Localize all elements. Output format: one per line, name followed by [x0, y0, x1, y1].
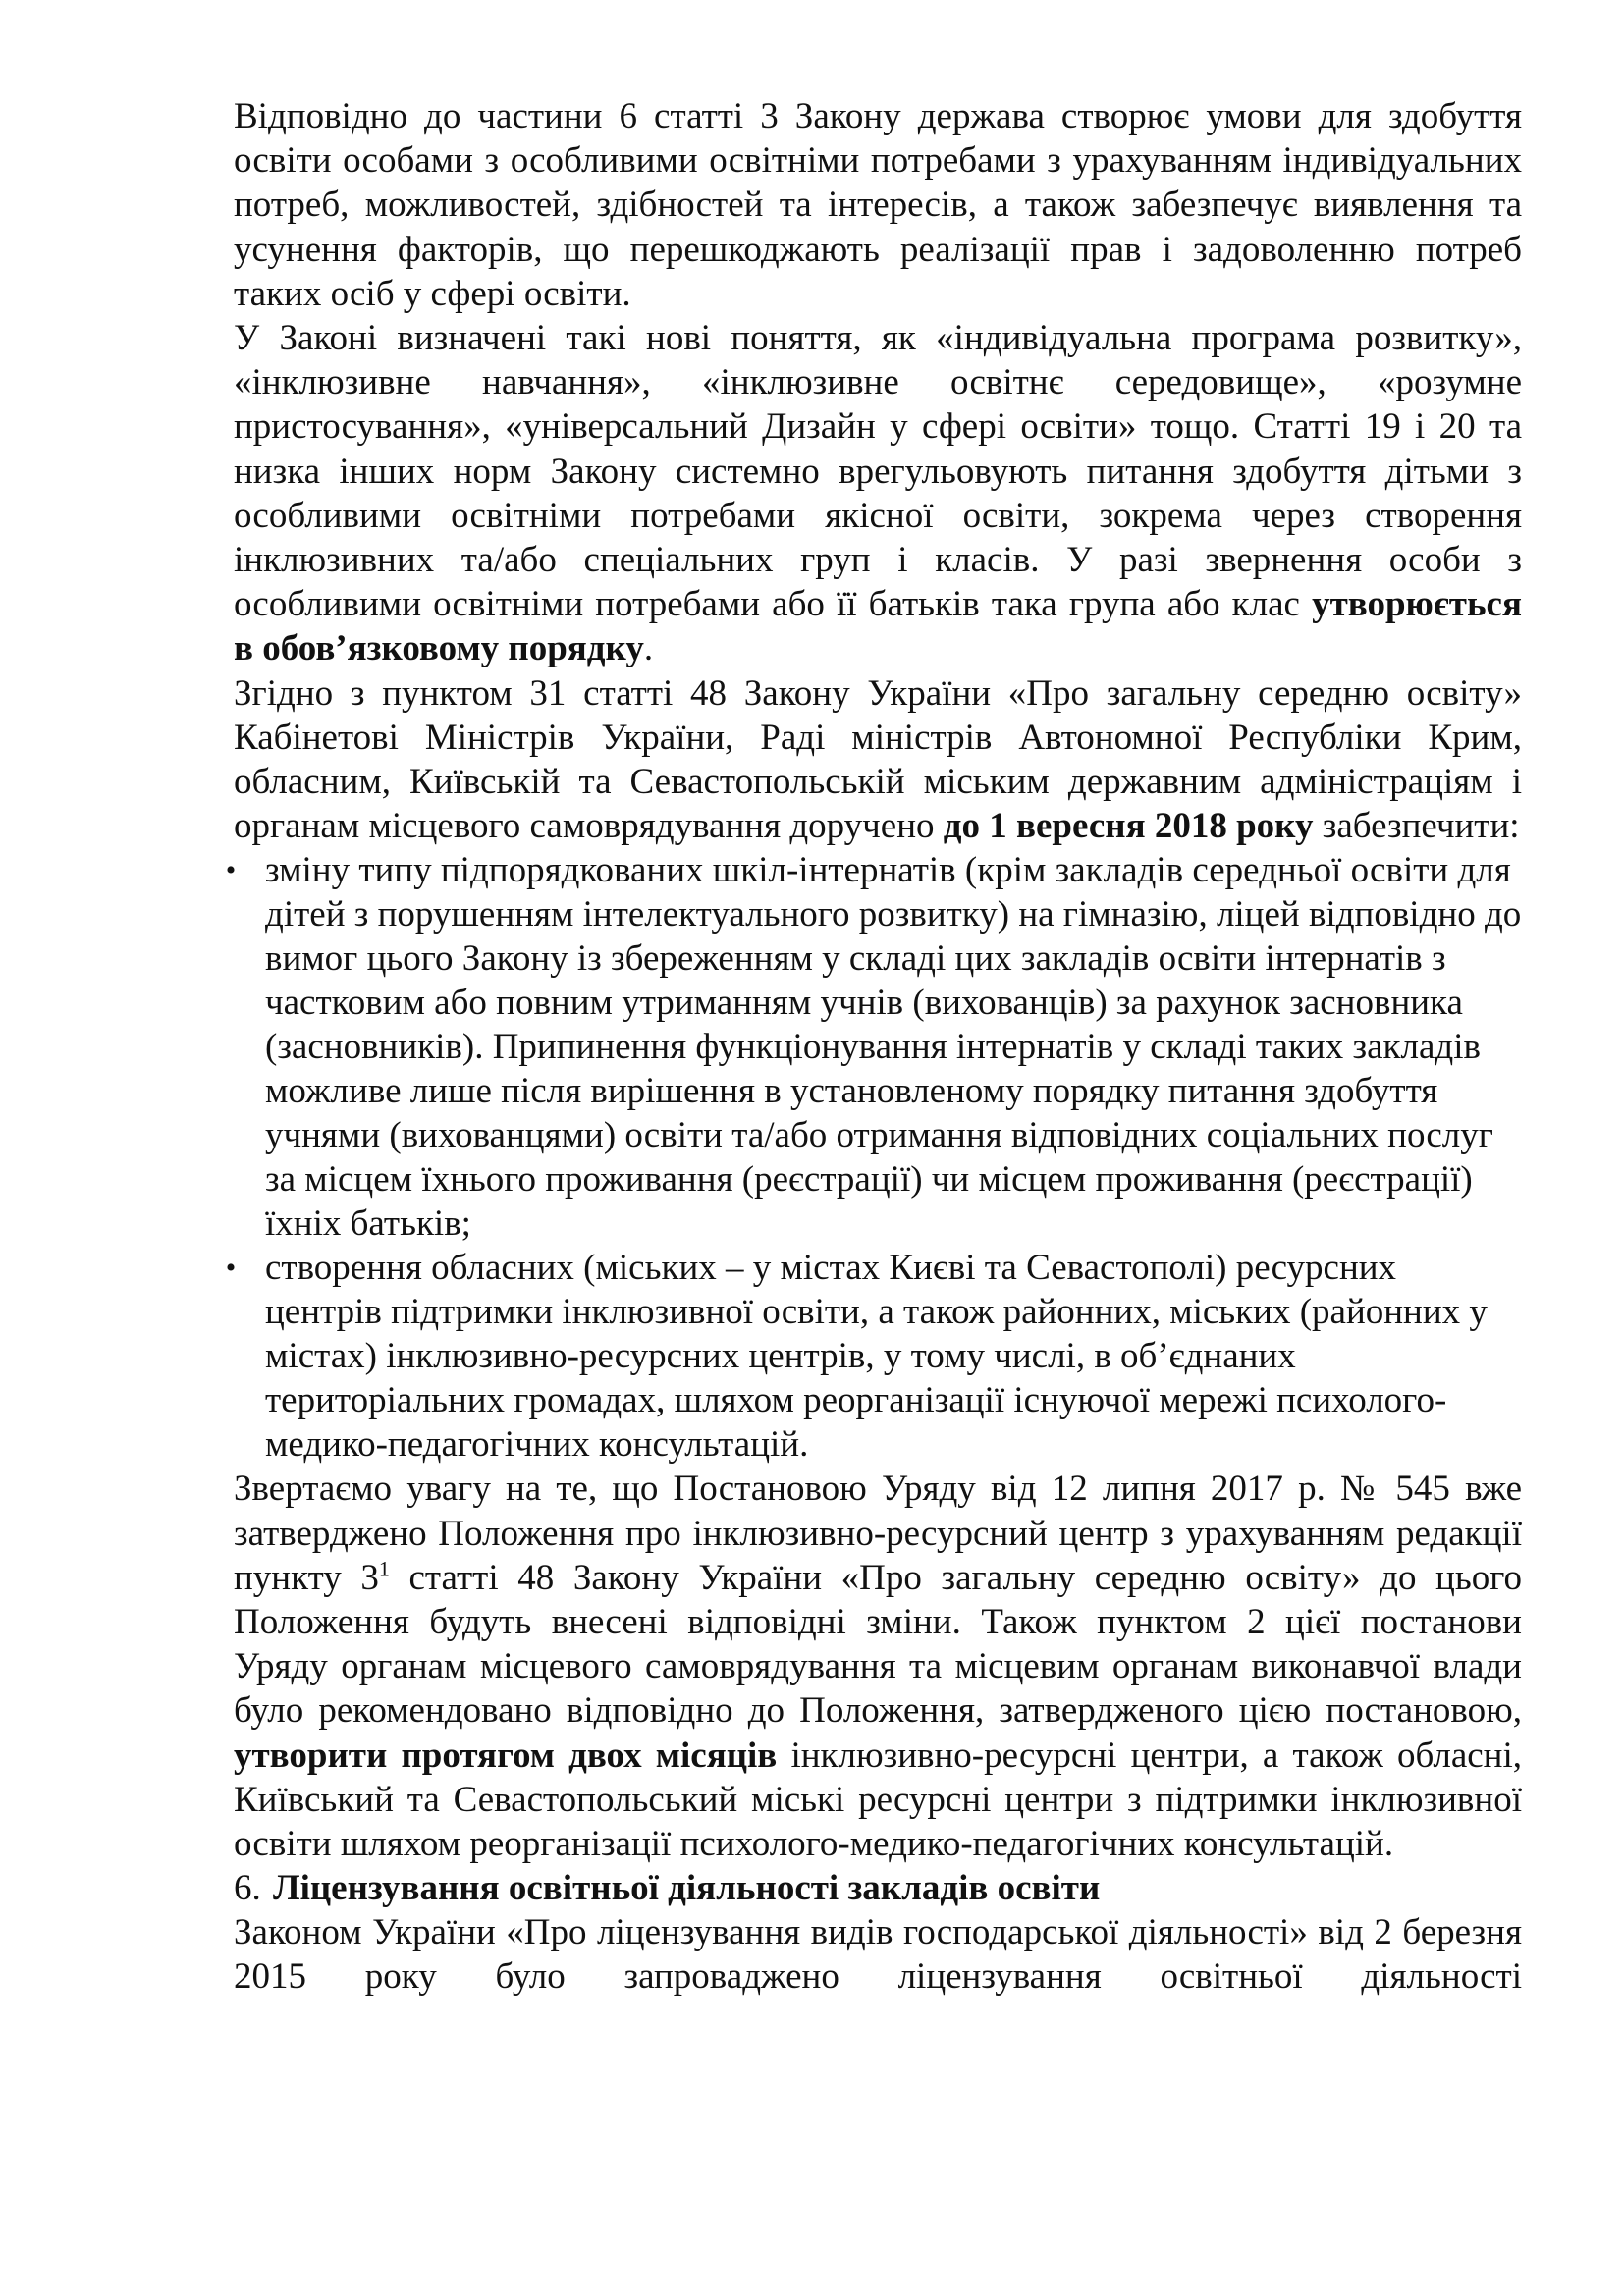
section-heading	[234, 1866, 1522, 1910]
paragraph-article-48-text: Згідно з пунктом 31 статті 48 Закону України «Про загальну середню освіту» Кабінетові Міністрів України, Раді міністрів Автономної Республіки Крим, обласним, Київській та Севастопольській міським державним адміністраціям і органам місцевого самоврядування доручено	[234, 672, 1522, 847]
emphasis-two-months: утворити протягом двох місяців	[234, 1735, 778, 1776]
paragraph-article-48-end: забезпечити:	[1313, 806, 1520, 847]
emphasis-mandatory-order: утворюється в обов’язковому порядку	[234, 584, 1522, 669]
list-item	[225, 848, 1522, 1246]
paragraph-article-48	[234, 671, 1522, 849]
paragraph-resolution-text-a: Звертаємо увагу на те, що Постановою Уряду від 12 липня 2017 р. № 545 вже затверджено Положення про інклюзивно-ресурсний центр з урахуванням редакції пункту 3	[234, 1468, 1522, 1598]
superscript-marker: 1	[378, 1556, 390, 1581]
paragraph-new-concepts-end: .	[643, 628, 654, 669]
paragraph-new-concepts-text: У Законі визначені такі нові поняття, як «індивідуальна програма розвитку», «інклюзивне навчання», «інклюзивне освітнє середовище», «розумне пристосування», «універсальний Дизайн у сфері освіти» тощо. Статті 19 і 20 та низка інших норм Закону системно врегульовують питання здобуття дітьми з особливими освітніми потребами якісної освіти, зокрема через створення інклюзивних та/або спеціальних груп і класів. У разі звернення особи з особливими освітніми потребами або її батьків така група або клас	[234, 318, 1522, 625]
paragraph-state-conditions: Відповідно до частини 6 статті 3 Закону держава створює умови для здобуття освіти особами з особливими освітніми потребами з урахуванням індивідуальних потреб, можливостей, здібностей та інтересів, а також забезпечує виявлення та усунення факторів, що перешкоджають реалізації прав і задоволенню потреб таких осіб у сфері освіти.	[234, 96, 1522, 314]
bullet-glyph: •	[225, 854, 237, 887]
paragraph-licensing: Законом України «Про ліцензування видів господарської діяльності» від 2 березня 2015 року було запроваджено ліцензування освітньої діяльності	[234, 1912, 1522, 1998]
document-page	[225, 94, 1522, 2000]
section-title: Ліцензування освітньої діяльності закладів освіти	[273, 1868, 1101, 1909]
list-item	[225, 1246, 1522, 1467]
bullet-glyph: •	[225, 1252, 237, 1285]
paragraph-new-concepts	[234, 316, 1522, 671]
section-number: 6.	[234, 1868, 261, 1909]
emphasis-deadline: до 1 вересня 2018 року	[943, 806, 1314, 847]
paragraph-resolution-text-c: інклюзивно-ресурсні центри, а також обласні, Київський та Севастопольський міські ресурсні центри з підтримки інклюзивної освіти шляхом реорганізації психолого-медико-педагогічних консультацій.	[234, 1735, 1522, 1865]
paragraph-resolution-545	[234, 1467, 1522, 1866]
list-item-text: зміну типу підпорядкованих шкіл-інтернатів (крім закладів середньої освіти для дітей з порушенням інтелектуального розвитку) на гімназію, ліцей відповідно до вимог цього Закону із збереженням у складі цих закладів освіти інтернатів з частковим або повним утриманням учнів (вихованців) за рахунок засновника (засновників). Припинення функціонування інтернатів у складі таких закладів можливе лише після вирішення в установленому порядку питання здобуття учнями (вихованцями) освіти та/або отримання відповідних соціальних послуг за місцем їхнього проживання (реєстрації) чи місцем проживання (реєстрації) їхніх батьків;	[265, 850, 1522, 1245]
bullet-list	[225, 848, 1522, 1467]
list-item-text: створення обласних (міських – у містах Києві та Севастополі) ресурсних центрів підтримки інклюзивної освіти, а також районних, міських (районних у містах) інклюзивно-ресурсних центрів, у тому числі, в об’єднаних територіальних громадах, шляхом реорганізації існуючої мережі психолого-медико-педагогічних консультацій.	[265, 1248, 1488, 1466]
paragraph-resolution-text-b: статті 48 Закону України «Про загальну середню освіту» до цього Положення будуть внесені відповідні зміни. Також пунктом 2 цієї постанови Уряду органам місцевого самоврядування та місцевим органам виконавчої влади було рекомендовано відповідно до Положення, затвердженого цією постановою,	[234, 1557, 1522, 1732]
